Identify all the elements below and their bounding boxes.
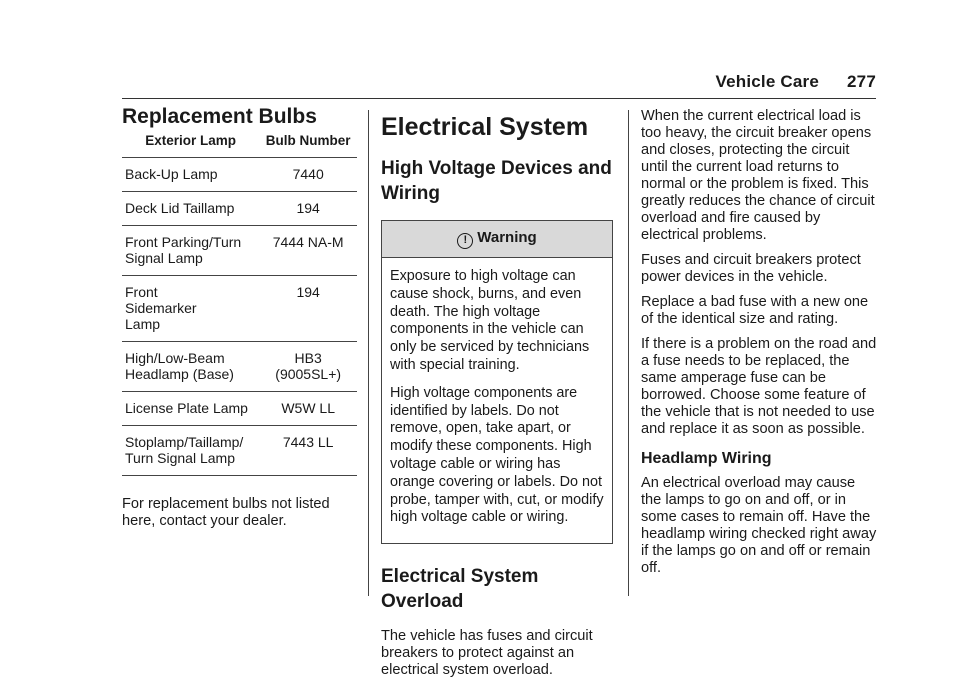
page-header	[716, 72, 877, 92]
lamp-cell: Deck Lid Taillamp	[122, 192, 259, 226]
bulb-number-cell: W5W LL	[259, 392, 357, 426]
bulb-number-cell: HB3 (9005SL+)	[259, 342, 357, 392]
lamp-cell: Front Sidemarker Lamp	[122, 276, 259, 342]
headlamp-wiring-heading: Headlamp Wiring	[641, 450, 772, 467]
lamp-cell: Front Parking/Turn Signal Lamp	[122, 226, 259, 276]
column-divider	[368, 110, 369, 596]
column-3	[641, 108, 879, 585]
body-paragraph: An electrical overload may cause the lamps to go on and off, or in some cases to remain off. Have the headlamp wiring checked right away if the lamps go on and off or remain off.	[641, 475, 877, 576]
replacement-bulbs-title: Replacement Bulbs	[122, 105, 317, 128]
column-header: Bulb Number	[259, 133, 357, 158]
table-header-row	[122, 133, 357, 158]
body-paragraph: When the current electrical load is too heavy, the circuit breaker opens and closes, protecting the circuit until the current load returns to normal or the problem is fixed. This greatly reduces the chance of circuit overload and fire caused by electrical problems.	[641, 108, 875, 243]
overload-heading: Electrical System Overload	[381, 566, 539, 613]
table-row	[122, 342, 357, 392]
bulb-number-cell: 194	[259, 192, 357, 226]
lamp-cell: License Plate Lamp	[122, 392, 259, 426]
body-paragraph: If there is a problem on the road and a fuse needs to be replaced, the same amperage fuse can be borrowed. Choose some feature of the vehicle that is not needed to use and replace it as soon as possible.	[641, 336, 877, 437]
table-row	[122, 426, 357, 476]
body-paragraph: The vehicle has fuses and circuit breakers to protect against an electrical system overload.	[381, 628, 593, 678]
bulb-number-cell: 7443 LL	[259, 426, 357, 476]
bulb-number-cell: 7440	[259, 158, 357, 192]
warning-body	[382, 258, 612, 543]
table-row	[122, 192, 357, 226]
electrical-system-title: Electrical System	[381, 113, 589, 141]
column-header: Exterior Lamp	[122, 133, 259, 158]
body-paragraph: Fuses and circuit breakers protect power devices in the vehicle.	[641, 252, 861, 285]
page-number: 277	[847, 72, 876, 91]
lamp-cell: Stoplamp/Taillamp/ Turn Signal Lamp	[122, 426, 259, 476]
warning-paragraph: High voltage components are identified by labels. Do not remove, open, take apart, or modify these components. High voltage cable or wiring has orange covering or labels. Do not probe, tamper with, cut, or modify high voltage cable or wiring.	[390, 384, 604, 526]
table-row	[122, 226, 357, 276]
header-rule	[122, 98, 876, 99]
warning-header	[382, 221, 612, 258]
high-voltage-heading: High Voltage Devices and Wiring	[381, 158, 612, 204]
bulb-table	[122, 133, 357, 476]
body-paragraph: Replace a bad fuse with a new one of the identical size and rating.	[641, 294, 869, 327]
column-2	[381, 108, 613, 678]
lamp-cell: High/Low-Beam Headlamp (Base)	[122, 342, 259, 392]
warning-icon: !	[457, 233, 473, 249]
warning-paragraph: Exposure to high voltage can cause shock, burns, and even death. The high voltage components in the vehicle can only be serviced by technicians with special training.	[390, 268, 590, 373]
section-title: Vehicle Care	[715, 72, 820, 91]
table-row	[122, 276, 357, 342]
bulb-number-cell: 194	[259, 276, 357, 342]
table-row	[122, 158, 357, 192]
column-1	[122, 105, 354, 538]
bulb-number-cell: 7444 NA-M	[259, 226, 357, 276]
dealer-note: For replacement bulbs not listed here, contact your dealer.	[122, 496, 330, 529]
warning-label: Warning	[477, 229, 537, 246]
lamp-cell: Back-Up Lamp	[122, 158, 259, 192]
column-divider	[628, 110, 629, 596]
warning-box	[381, 220, 613, 544]
table-row	[122, 392, 357, 426]
